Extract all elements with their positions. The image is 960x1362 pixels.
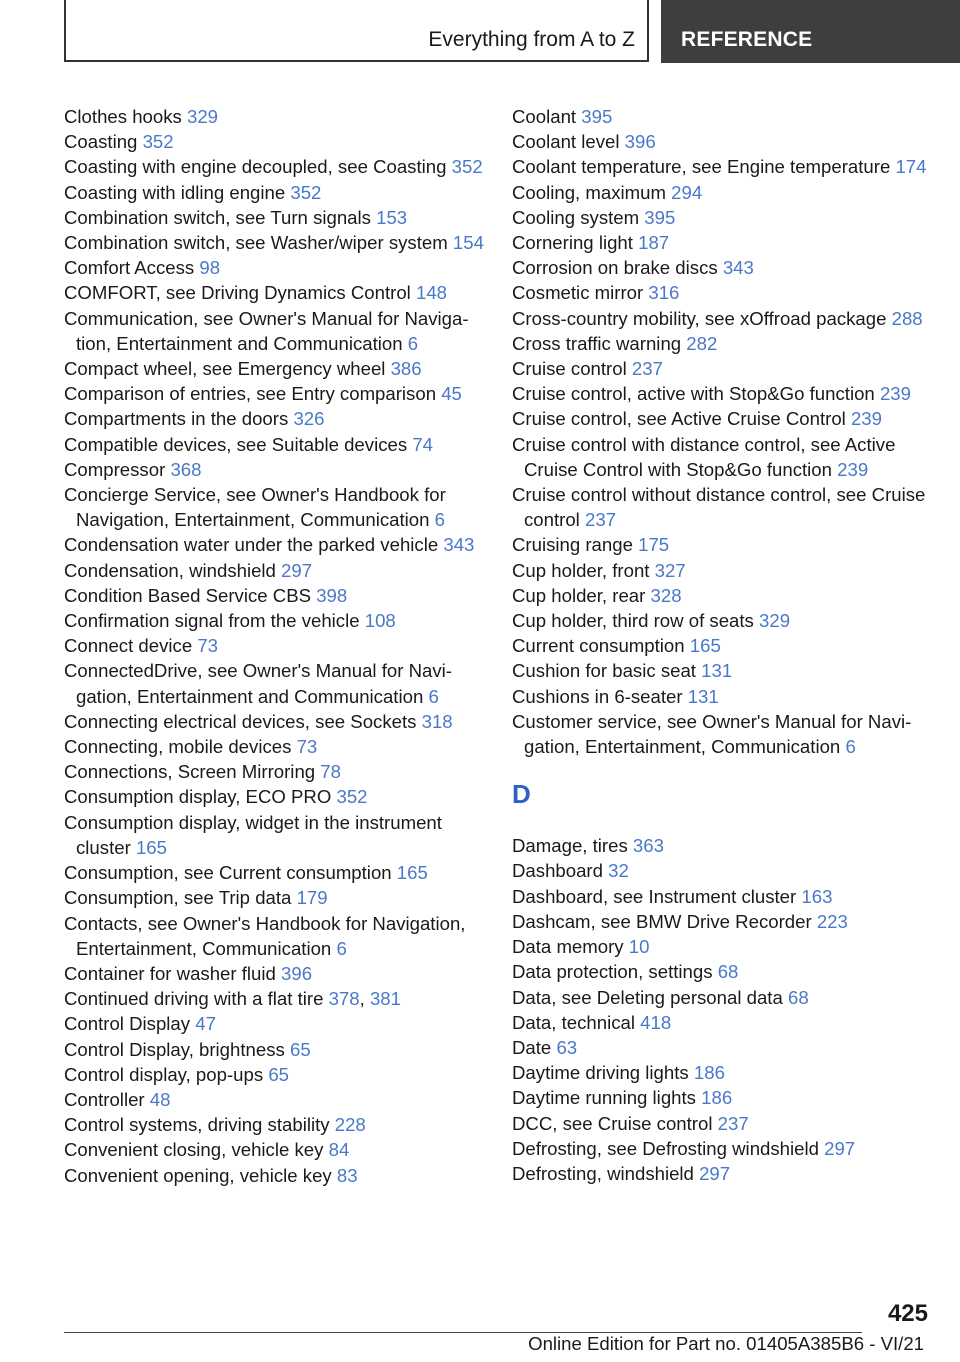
page-reference-link[interactable]: 386 (390, 358, 422, 380)
page-reference-link[interactable]: 368 (170, 458, 202, 480)
page-reference-link[interactable]: 10 (628, 936, 650, 958)
index-entry (512, 331, 932, 356)
index-term: Continued driving with a flat tire (64, 988, 324, 1010)
index-term: Current consumption (512, 635, 685, 657)
index-entry (512, 884, 932, 909)
page-reference-link[interactable]: 6 (407, 332, 419, 354)
index-entry (64, 104, 484, 129)
index-term: Cruise control, see Active Cruise Control (512, 408, 846, 430)
index-term: Connect device (64, 635, 193, 657)
index-entry (512, 684, 932, 709)
page-reference-link[interactable]: 326 (293, 408, 325, 430)
index-entry (64, 1011, 484, 1036)
index-entry (512, 180, 932, 205)
index-term: Coolant temperature, see Engine temperature (512, 156, 891, 178)
index-term: Compatible devices, see Suitable devices (64, 433, 408, 455)
index-entry (512, 833, 932, 858)
index-term: Convenient closing, vehicle key (64, 1139, 324, 1161)
page-reference-link[interactable]: 165 (689, 635, 721, 657)
index-term: Cross-country mobility, see xOffroad package (512, 307, 887, 329)
index-term: Cooling system (512, 206, 640, 228)
index-entry (512, 909, 932, 934)
page-reference-link[interactable]: 327 (654, 559, 686, 581)
index-term: Connecting electrical devices, see Sockets (64, 710, 417, 732)
index-term: Consumption display, widget in the instrument cluster (64, 811, 442, 858)
index-term: Cup holder, third row of seats (512, 610, 754, 632)
page-reference-link[interactable]: 65 (268, 1063, 289, 1085)
index-term: ConnectedDrive, see Owner's Manual for Navigation, Entertainment and Communication (64, 660, 452, 707)
index-entry (512, 858, 932, 883)
index-term: Clothes hooks (64, 106, 182, 127)
index-entry (64, 1137, 484, 1162)
index-term: Customer service, see Owner's Manual for Navigation, Entertainment, Communication (512, 710, 912, 758)
index-entry (64, 482, 484, 532)
page-reference-link[interactable]: 329 (187, 106, 219, 127)
page-reference-link[interactable]: 83 (336, 1164, 358, 1186)
page-number: 425 (887, 1300, 928, 1327)
page-reference-link[interactable]: 398 (316, 584, 348, 606)
index-entry (64, 658, 484, 708)
index-term: Defrosting, windshield (512, 1162, 694, 1184)
index-entry (64, 885, 484, 910)
index-term: Condition Based Service CBS (64, 584, 312, 606)
index-entry (64, 406, 484, 431)
index-term: Dashcam, see BMW Drive Recorder (512, 910, 812, 932)
page-reference-link[interactable]: 395 (581, 106, 613, 127)
index-entry (512, 230, 932, 255)
index-entry (64, 432, 484, 457)
index-term: Comparison of entries, see Entry comparison (64, 383, 437, 405)
index-entry (64, 306, 484, 356)
index-term: Controller (64, 1088, 145, 1110)
index-term: Cup holder, rear (512, 584, 646, 606)
index-entry (64, 1112, 484, 1137)
index-term: Control systems, driving stability (64, 1114, 330, 1136)
index-term: Combination switch, see Turn signals (64, 206, 371, 228)
index-term: Corrosion on brake discs (512, 257, 718, 279)
index-entry (64, 558, 484, 583)
page-reference-link[interactable]: 179 (296, 887, 328, 909)
index-entry (512, 129, 932, 154)
page-reference-link[interactable]: 363 (632, 835, 664, 857)
page-reference-link[interactable]: 316 (648, 282, 680, 304)
index-term: Condensation, windshield (64, 559, 276, 581)
page-reference-link[interactable]: 84 (328, 1139, 350, 1161)
index-term: Consumption display, ECO PRO (64, 786, 332, 808)
page-reference-link[interactable]: 47 (195, 1013, 216, 1035)
index-term: Data memory (512, 936, 624, 958)
page-reference-link[interactable]: 239 (879, 383, 911, 405)
index-term: Cruise control without distance control, see Cruise control (512, 484, 926, 531)
page-reference-link[interactable]: 174 (895, 156, 927, 178)
index-term: COMFORT, see Driving Dynamics Control (64, 282, 411, 304)
header-section-box (64, 0, 649, 62)
index-entry (64, 356, 484, 381)
index-entry (512, 406, 932, 431)
index-entry (512, 1010, 932, 1035)
index-term: Control Display, brightness (64, 1038, 285, 1060)
index-entry (64, 205, 484, 230)
page-reference-link[interactable]: 223 (816, 910, 848, 932)
page-reference-link[interactable]: 343 (443, 534, 475, 556)
page-reference-link[interactable]: 148 (416, 282, 448, 304)
index-term: DCC, see Cruise control (512, 1112, 713, 1134)
index-column-right (512, 104, 932, 1186)
index-term: Coasting (64, 131, 138, 153)
index-term: Condensation water under the parked vehicle (64, 534, 439, 556)
index-entry (512, 205, 932, 230)
index-entry (64, 180, 484, 205)
page-reference-link[interactable]: 68 (788, 986, 809, 1008)
page-reference-link[interactable]: 98 (199, 257, 221, 279)
index-term: Compressor (64, 458, 166, 480)
index-term: Daytime driving lights (512, 1062, 689, 1084)
index-entry (512, 255, 932, 280)
page-reference-link[interactable]: 282 (686, 332, 718, 354)
page-reference-link[interactable]: 228 (334, 1114, 366, 1136)
page-reference-link[interactable]: 131 (687, 685, 719, 707)
page-reference-link[interactable]: 237 (631, 358, 663, 380)
index-entry (64, 759, 484, 784)
index-entry (64, 154, 484, 179)
page-reference-link[interactable]: 65 (289, 1038, 311, 1060)
index-term: Date (512, 1036, 552, 1058)
index-term: Compartments in the doors (64, 408, 289, 430)
index-entry (512, 1035, 932, 1060)
index-entry (64, 961, 484, 986)
page-reference-link[interactable]: 352 (451, 156, 483, 178)
index-column-left (64, 104, 484, 1188)
index-entry (512, 1161, 932, 1186)
page-reference-link[interactable]: 45 (441, 383, 462, 405)
index-entry (512, 482, 932, 532)
index-entry (512, 306, 932, 331)
index-term: Damage, tires (512, 835, 628, 857)
page-reference-link[interactable]: 163 (801, 885, 833, 907)
index-entry (512, 381, 932, 406)
page-reference-link[interactable]: 6 (845, 736, 856, 758)
page-reference-link[interactable]: 63 (556, 1036, 578, 1058)
index-entry (64, 583, 484, 608)
index-entry (512, 583, 932, 608)
index-term: Data, technical (512, 1011, 635, 1033)
index-entry (512, 959, 932, 984)
index-group-c (512, 104, 932, 759)
index-entry (512, 280, 932, 305)
page-reference-link[interactable]: 108 (364, 610, 396, 632)
edition-footer: Online Edition for Part no. 01405A385B6 - VI/21 (528, 1333, 924, 1354)
page-reference-link[interactable]: 352 (290, 181, 322, 203)
index-term: Control display, pop-ups (64, 1063, 264, 1085)
index-entry (512, 1136, 932, 1161)
page-reference-link[interactable]: 297 (824, 1137, 856, 1159)
page-reference-link[interactable]: 418 (640, 1011, 672, 1033)
page-reference-link[interactable]: 32 (608, 860, 629, 882)
index-term: Cross traffic warning (512, 332, 682, 354)
page-reference-link[interactable]: 73 (197, 635, 219, 657)
index-entry (512, 608, 932, 633)
index-entry (64, 633, 484, 658)
index-entry (64, 1037, 484, 1062)
index-term: Connecting, mobile devices (64, 736, 292, 758)
page-reference-link[interactable]: 6 (434, 509, 445, 531)
page-reference-link[interactable]: 294 (671, 181, 703, 203)
index-entry (64, 129, 484, 154)
index-term: Data protection, settings (512, 961, 713, 983)
page-reference-link[interactable]: 187 (638, 232, 670, 254)
index-entry (512, 1060, 932, 1085)
index-entry (64, 381, 484, 406)
index-term: Cooling, maximum (512, 181, 666, 203)
index-term: Daytime running lights (512, 1087, 696, 1109)
index-term: Connections, Screen Mirroring (64, 761, 316, 783)
index-entry (64, 457, 484, 482)
index-term: Cruise control (512, 358, 627, 380)
page-reference-link[interactable]: 396 (281, 962, 313, 984)
index-entry (64, 734, 484, 759)
index-entry (512, 633, 932, 658)
page-reference-link[interactable]: 6 (428, 685, 439, 707)
index-entry (512, 432, 932, 482)
index-term: Dashboard (512, 860, 603, 882)
page-reference-link[interactable]: 297 (281, 559, 313, 581)
index-term: Confirmation signal from the vehicle (64, 610, 360, 632)
index-term: Container for washer fluid (64, 962, 276, 984)
page-reference-link[interactable]: 131 (701, 660, 733, 682)
index-term: Cruise control, active with Stop&Go function (512, 383, 875, 405)
page-reference-link[interactable]: 297 (699, 1162, 731, 1184)
index-term: Contacts, see Owner's Handbook for Navigation, Entertainment, Communication (64, 912, 466, 959)
index-term: Coasting with engine decoupled, see Coasting (64, 156, 447, 178)
page-reference-link[interactable]: 237 (584, 509, 617, 531)
section-title: Everything from A to Z (428, 28, 635, 51)
page-reference-link[interactable]: 288 (891, 307, 923, 329)
index-entry (64, 1062, 484, 1087)
index-entry (512, 1111, 932, 1136)
index-term: Cornering light (512, 232, 633, 254)
page-reference-link[interactable]: 329 (759, 610, 791, 632)
index-entry (64, 230, 484, 255)
page-reference-link[interactable]: 318 (421, 710, 453, 732)
index-entry (512, 934, 932, 959)
index-group-d (512, 833, 932, 1186)
index-entry (64, 1163, 484, 1188)
index-term: Coasting with idling engine (64, 181, 286, 203)
index-entry: Continued driving with a flat tire 378, 381 (64, 988, 401, 1010)
index-entry (64, 911, 484, 961)
page-reference-link[interactable]: 154 (452, 232, 484, 254)
page-reference-link[interactable]: 378 (328, 988, 360, 1010)
index-entry (64, 608, 484, 633)
page-reference-link[interactable]: 74 (412, 433, 433, 455)
index-term: Compact wheel, see Emergency wheel (64, 358, 386, 380)
index-term: Control Display (64, 1013, 191, 1035)
index-entry (64, 532, 484, 557)
page-reference-link[interactable]: 186 (701, 1087, 733, 1109)
page-reference-link[interactable]: 153 (376, 206, 408, 228)
index-entry (512, 154, 932, 179)
index-term: Communication, see Owner's Manual for Navigation, Entertainment and Communication (64, 307, 469, 354)
index-term: Cruise control with distance control, see Active Cruise Control with Stop&Go function (512, 433, 896, 480)
page-reference-link[interactable]: 395 (644, 206, 676, 228)
index-entry (64, 860, 484, 885)
page-reference-link[interactable]: 381 (369, 988, 401, 1010)
page-reference-link[interactable]: 239 (850, 408, 882, 430)
index-entry (512, 1085, 932, 1110)
page-reference-link[interactable]: 6 (336, 937, 347, 959)
chapter-tab (661, 0, 960, 63)
index-entry (512, 709, 932, 759)
page-reference-link[interactable]: 73 (296, 736, 318, 758)
index-term: Comfort Access (64, 257, 195, 279)
index-entry (64, 810, 484, 860)
page-reference-link[interactable]: 352 (336, 786, 368, 808)
page-reference-link[interactable]: 186 (693, 1062, 725, 1084)
page-reference-link[interactable]: 175 (638, 534, 670, 556)
page-reference-link[interactable]: 352 (142, 131, 174, 153)
index-term: Cruising range (512, 534, 633, 556)
index-entry (512, 658, 932, 683)
index-entry (512, 356, 932, 381)
page-reference-link[interactable]: 237 (717, 1112, 749, 1134)
page-reference-link[interactable]: 165 (396, 862, 428, 884)
index-term: Coolant level (512, 131, 620, 153)
index-term: Cushion for basic seat (512, 660, 696, 682)
page-reference-link[interactable]: 48 (149, 1088, 171, 1110)
index-term: Combination switch, see Washer/wiper system (64, 232, 448, 254)
index-term: Consumption, see Trip data (64, 887, 292, 909)
index-entry (512, 104, 932, 129)
page-reference-link[interactable]: 396 (624, 131, 656, 153)
index-letter-heading: D (512, 779, 531, 810)
index-entry (512, 532, 932, 557)
index-term: Cosmetic mirror (512, 282, 644, 304)
page-reference-link[interactable]: 239 (837, 458, 869, 480)
chapter-label: REFERENCE (681, 28, 813, 51)
index-term: Data, see Deleting personal data (512, 986, 783, 1008)
index-entry (64, 784, 484, 809)
index-entry (512, 558, 932, 583)
index-term: Cushions in 6-seater (512, 685, 683, 707)
page-reference-link[interactable]: 78 (320, 761, 341, 783)
index-term: Defrosting, see Defrosting windshield (512, 1137, 819, 1159)
index-term: Consumption, see Current consumption (64, 862, 392, 884)
page-reference-link[interactable]: 343 (722, 257, 754, 279)
index-term: Convenient opening, vehicle key (64, 1164, 332, 1186)
index-entry (64, 280, 484, 305)
page-reference-link[interactable]: 165 (135, 836, 167, 858)
index-term: Concierge Service, see Owner's Handbook for Navigation, Entertainment, Communication (64, 484, 446, 531)
page-reference-link[interactable]: 328 (650, 584, 682, 606)
index-term: Dashboard, see Instrument cluster (512, 885, 797, 907)
index-entry (64, 709, 484, 734)
index-entry (64, 1087, 484, 1112)
index-entry (64, 255, 484, 280)
page-reference-link[interactable]: 68 (717, 961, 739, 983)
index-term: Coolant (512, 106, 577, 127)
index-entry (512, 985, 932, 1010)
index-term: Cup holder, front (512, 559, 650, 581)
